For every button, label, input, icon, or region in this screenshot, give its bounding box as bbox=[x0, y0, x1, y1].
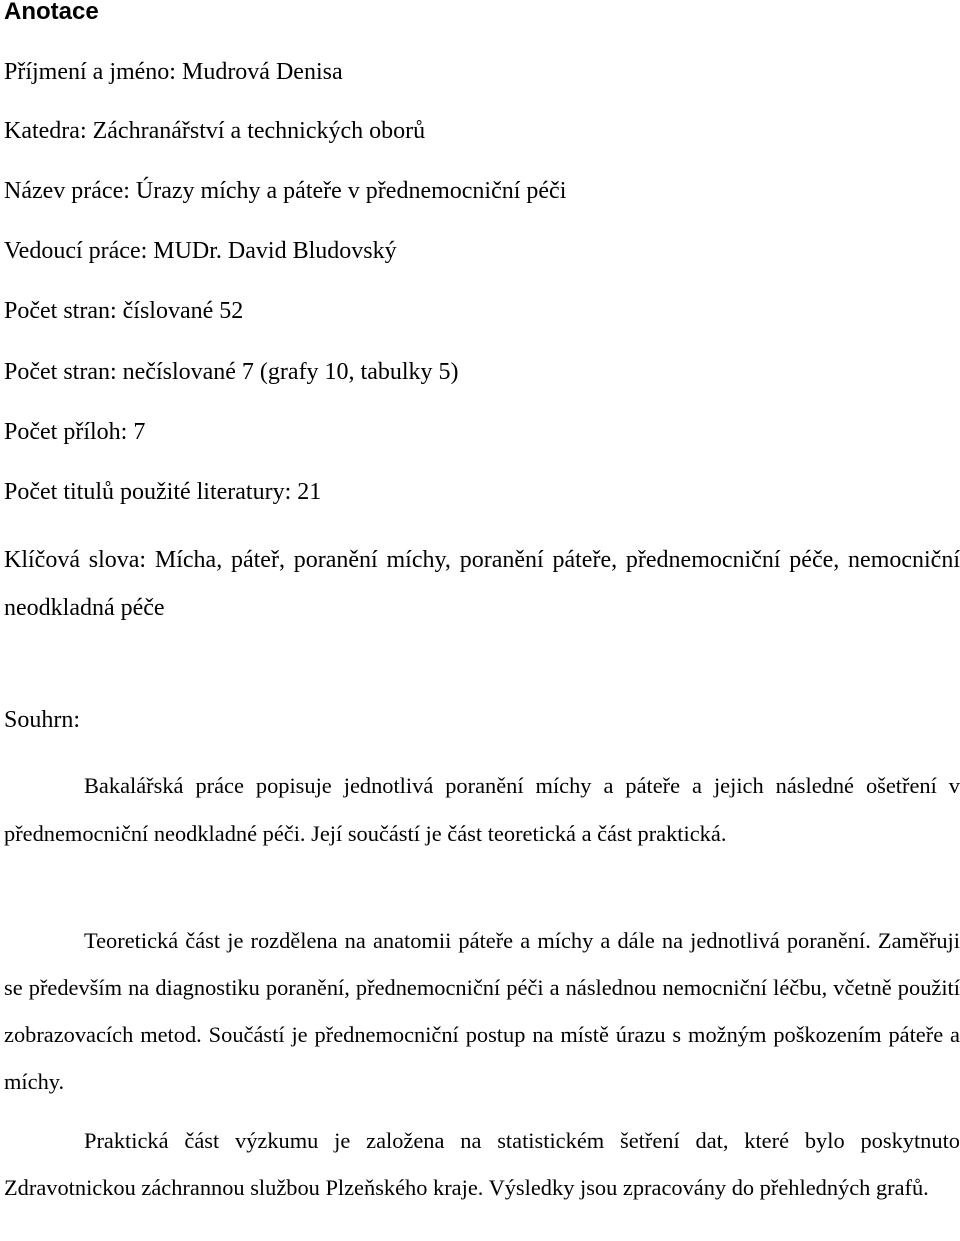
meta-attachments: Počet příloh: 7 bbox=[4, 419, 146, 445]
meta-literature: Počet titulů použité literatury: 21 bbox=[4, 479, 322, 505]
meta-name: Příjmení a jméno: Mudrová Denisa bbox=[4, 59, 343, 85]
meta-pages-unnumbered: Počet stran: nečíslované 7 (grafy 10, tabulky 5) bbox=[4, 359, 459, 385]
meta-department: Katedra: Záchranářství a technických oborů bbox=[4, 118, 426, 144]
summary-label: Souhrn: bbox=[4, 707, 81, 733]
summary-paragraph: Bakalářská práce popisuje jednotlivá poranění míchy a páteře a jejich následné ošetření v přednemocniční neodkladné péči. Její součástí je část teoretická a část praktická. bbox=[4, 773, 960, 846]
meta-title: Název práce: Úrazy míchy a páteře v přednemocniční péči bbox=[4, 178, 567, 204]
summary-paragraph: Praktická část výzkumu je založena na statistickém šetření dat, které bylo poskytnuto Zdravotnickou záchrannou službou Plzeňského kraje. Výsledky jsou zpracovány do přehledných grafů. bbox=[4, 1128, 960, 1200]
meta-pages-numbered: Počet stran: číslované 52 bbox=[4, 298, 244, 324]
meta-supervisor: Vedoucí práce: MUDr. David Bludovský bbox=[4, 238, 397, 264]
summary-paragraph: Teoretická část je rozdělena na anatomii páteře a míchy a dále na jednotlivá poranění. Zaměřuji se především na diagnostiku poranění, přednemocniční péči a následnou nemocniční léčbu, včetně použití zobrazovacích metod. Součástí je přednemocniční postup na místě úrazu s možným poškozením páteře a míchy. bbox=[4, 928, 960, 1094]
keywords: Klíčová slova: Mícha, páteř, poranění míchy, poranění páteře, přednemocniční péče, nemocniční neodkladná péče bbox=[4, 547, 960, 621]
document-heading: Anotace bbox=[4, 0, 99, 25]
